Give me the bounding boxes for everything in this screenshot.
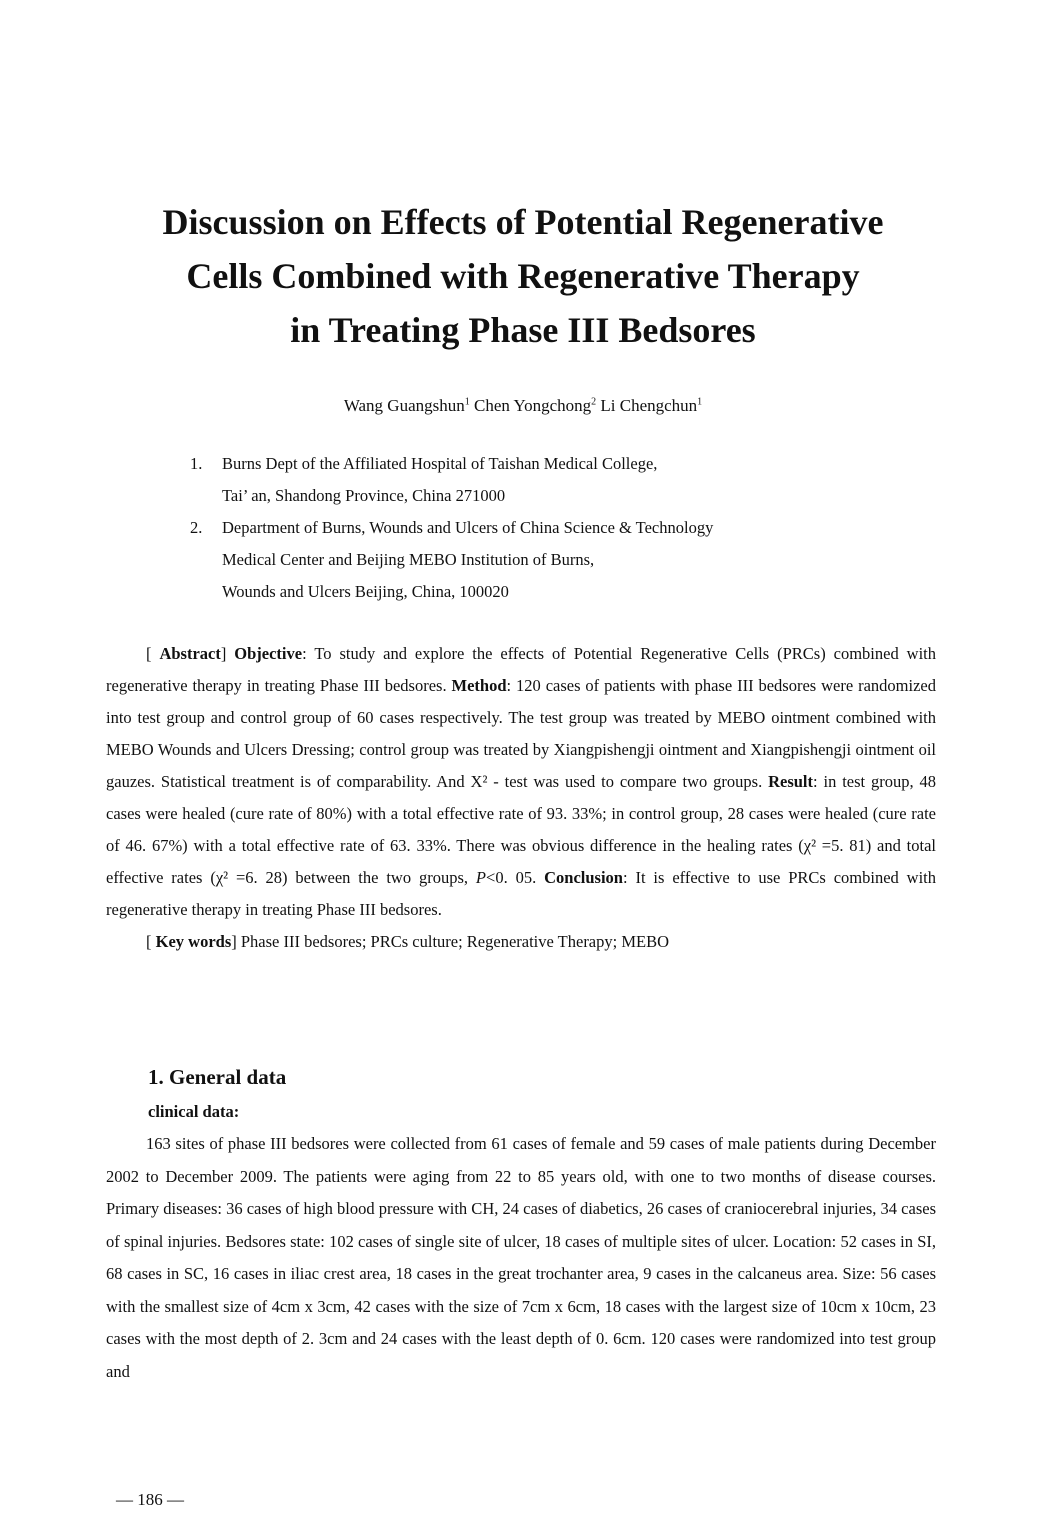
result-label: Result bbox=[768, 772, 814, 791]
section-heading: 1. General data bbox=[148, 1065, 287, 1089]
affiliation-line: Tai’ an, Shandong Province, China 271000 bbox=[222, 486, 506, 505]
abstract-label: Abstract bbox=[159, 644, 221, 663]
paper-title bbox=[60, 195, 986, 357]
author-list bbox=[0, 394, 1046, 418]
author-name: Li Chengchun bbox=[600, 396, 698, 415]
keywords-text: Phase III bedsores; PRCs culture; Regenerative Therapy; MEBO bbox=[240, 932, 670, 951]
author-name: Wang Guangshun bbox=[343, 396, 465, 415]
affiliation-line: Department of Burns, Wounds and Ulcers of China Science & Technology bbox=[222, 518, 714, 537]
conclusion-text: It is effective to use PRCs combined with regenerative therapy in treating Phase III bedsores. bbox=[106, 868, 937, 919]
title-line: in Treating Phase III Bedsores bbox=[290, 310, 756, 350]
affiliation-list bbox=[190, 448, 910, 608]
subsection-heading: clinical data: bbox=[148, 1102, 240, 1121]
method-text: 120 cases of patients with phase III bedsores were randomized into test group and control group of 60 cases respectively. The test group was treated by MEBO ointment combined with MEBO Wounds and Ulcers Dressing; control group was treated by Xiangpishengji ointment and Xiangpishengji ointment oil gauzes. Statistical treatment is of comparability. And X² - test was used to compare two groups. bbox=[106, 676, 936, 791]
author-affiliation-mark: 1 bbox=[464, 396, 470, 408]
p-value-symbol: P bbox=[475, 868, 487, 887]
title-line: Discussion on Effects of Potential Regenerative bbox=[162, 202, 884, 242]
keywords-paragraph: [ Key words] Phase III bedsores; PRCs culture; Regenerative Therapy; MEBO bbox=[146, 932, 670, 951]
affiliation-item bbox=[190, 512, 910, 608]
author-affiliation-mark: 1 bbox=[697, 396, 703, 408]
abstract-paragraph: [ Abstract] Objective: To study and explore the effects of Potential Regenerative Cells (PRCs) combined with regenerative therapy in treating Phase III bedsores. Method: 120 cases of patients with phase III bedsores were randomized into test group and control group of 60 cases respectively. The test group was treated by MEBO ointment combined with MEBO Wounds and Ulcers Dressing; control group was treated by Xiangpishengji ointment and Xiangpishengji ointment oil gauzes. Statistical treatment is of comparability. And X² - test was used to compare two groups. Result: in test group, 48 cases were healed (cure rate of 80%) with a total effective rate of 93. 33%; in control group, 28 cases were healed (cure rate of 46. 67%) with a total effective rate of 63. 33%. There was obvious difference in the healing rates (χ² =5. 81) and total effective rates (χ² =6. 28) between the two groups, P<0. 05. Conclusion: It is effective to use PRCs combined with regenerative therapy in treating Phase III bedsores. bbox=[106, 644, 937, 919]
objective-label: Objective bbox=[234, 644, 303, 663]
author-name: Chen Yongchong bbox=[474, 396, 592, 415]
p-value-text: <0. 05. bbox=[486, 868, 537, 887]
body-paragraph: 163 sites of phase III bedsores were collected from 61 cases of female and 59 cases of male patients during December 2002 to December 2009. The patients were aging from 22 to 85 years old, with one to two months of disease courses. Primary diseases: 36 cases of high blood pressure with CH, 24 cases of diabetics, 26 cases of craniocerebral injuries, 34 cases of spinal injuries. Bedsores state: 102 cases of single site of ulcer, 18 cases of multiple sites of ulcer. Location: 52 cases in SI, 68 cases in SC, 16 cases in iliac crest area, 18 cases in the great trochanter area, 9 cases in the calcaneus area. Size: 56 cases with the smallest size of 4cm x 3cm, 42 cases with the size of 7cm x 6cm, 18 cases with the largest size of 10cm x 10cm, 23 cases with the most depth of 2. 3cm and 24 cases with the least depth of 0. 6cm. 120 cases were randomized into test group and bbox=[106, 1134, 936, 1381]
method-label: Method bbox=[451, 676, 507, 695]
objective-text: To study and explore the effects of Potential Regenerative Cells (PRCs) combined with regenerative therapy in treating Phase III bedsores. bbox=[106, 644, 936, 695]
conclusion-label: Conclusion bbox=[544, 868, 623, 887]
keywords-label: Key words bbox=[155, 932, 232, 951]
author-affiliation-mark: 2 bbox=[591, 396, 597, 408]
affiliation-line: Wounds and Ulcers Beijing, China, 100020 bbox=[222, 582, 509, 601]
abstract-block bbox=[106, 638, 936, 958]
affiliation-number: 1. bbox=[190, 454, 203, 473]
result-text: in test group, 48 cases were healed (cure rate of 80%) with a total effective rate of 93. 33%; in control group, 28 cases were healed (cure rate of 46. 67%) with a total effective rate of 63. 33%. There was obvious difference in the healing rates (χ² =5. 81) and total effective rates (χ² =6. 28) between the two groups, bbox=[106, 772, 937, 887]
page-number: — 186 — bbox=[116, 1490, 184, 1509]
affiliation-line: Medical Center and Beijing MEBO Institution of Burns, bbox=[222, 550, 595, 569]
affiliation-item bbox=[190, 448, 910, 512]
body-text bbox=[106, 1128, 936, 1388]
title-line: Cells Combined with Regenerative Therapy bbox=[186, 256, 860, 296]
affiliation-line: Burns Dept of the Affiliated Hospital of Taishan Medical College, bbox=[222, 454, 658, 473]
affiliation-number: 2. bbox=[190, 518, 203, 537]
